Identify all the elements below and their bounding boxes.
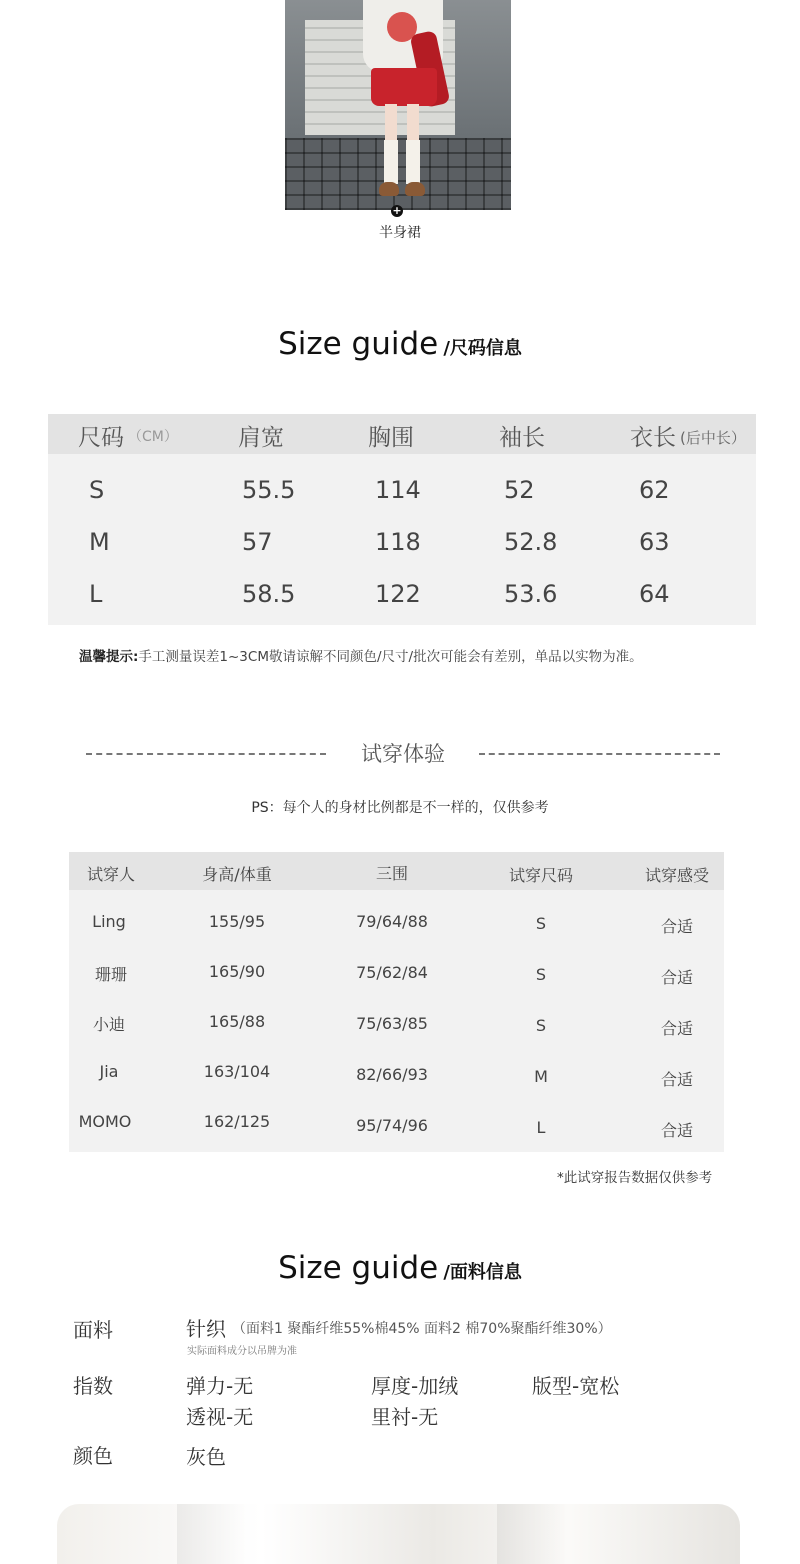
size-guide-title: [0, 326, 800, 362]
size-cell: M: [89, 528, 110, 556]
note-text: 手工测量误差1~3CM敬请谅解不同颜色/尺寸/批次可能会有差别，单品以实物为准。: [138, 649, 643, 665]
divider-right: [479, 753, 720, 755]
size-cell: L: [89, 580, 103, 608]
person-header: 试穿人: [86, 865, 135, 884]
sleeve-cell: 52.8: [504, 528, 558, 556]
feel-cell: 合适: [660, 917, 693, 936]
size-guide-title-en: Size guide: [278, 326, 439, 362]
hw-cell: 155/95: [208, 912, 266, 931]
hw-cell: 162/125: [203, 1112, 271, 1131]
index-label: 指数: [73, 1374, 113, 1398]
index-lining: 里衬-无: [371, 1405, 439, 1429]
shoulder-header: 肩宽: [238, 425, 284, 451]
photo-caption: 半身裙: [379, 225, 421, 241]
color-value: 灰色: [186, 1445, 226, 1469]
length-header: 衣长: [630, 425, 676, 451]
measure-cell: 82/66/93: [356, 1065, 428, 1084]
index-elastic: 弹力-无: [186, 1374, 254, 1398]
plus-icon[interactable]: +: [392, 204, 402, 217]
index-transparency: 透视-无: [186, 1405, 254, 1429]
tryon-size-cell: S: [535, 1016, 547, 1035]
material-detail: （面料1 聚酯纤维55%棉45% 面料2 棉70%聚酯纤维30%）: [232, 1321, 612, 1337]
size-guide-title-zh: /尺码信息: [443, 338, 522, 359]
size-table-header: [48, 414, 756, 454]
chest-cell: 114: [375, 476, 421, 504]
size-header: 尺码: [78, 425, 124, 451]
index-fit: 版型-宽松: [532, 1374, 620, 1398]
tryon-ps: PS：每个人的身材比例都是不一样的，仅供参考: [251, 800, 549, 816]
feel-cell: 合适: [660, 968, 693, 987]
person-cell: Ling: [92, 912, 126, 931]
hw-cell: 165/90: [208, 962, 266, 981]
chest-cell: 118: [375, 528, 421, 556]
measurement-note: [79, 645, 643, 665]
material-value: 针织: [186, 1317, 226, 1341]
person-cell: MOMO: [78, 1112, 132, 1131]
shoulder-cell: 55.5: [242, 476, 296, 504]
sleeve-header: 袖长: [499, 425, 545, 451]
tryon-table: [69, 852, 724, 1152]
measure-cell: 95/74/96: [356, 1116, 428, 1135]
size-cell: S: [89, 476, 105, 504]
tryon-size-cell: S: [535, 965, 547, 984]
product-photo: [285, 0, 511, 210]
tryon-title: 试穿体验: [361, 742, 445, 766]
sleeve-cell: 52: [504, 476, 535, 504]
measure-cell: 79/64/88: [356, 912, 428, 931]
fabric-title: [0, 1250, 800, 1286]
measure-header: 三围: [375, 864, 408, 883]
feel-cell: 合适: [660, 1019, 693, 1038]
sleeve-cell: 53.6: [504, 580, 558, 608]
hw-cell: 163/104: [203, 1062, 271, 1081]
feel-cell: 合适: [660, 1070, 693, 1089]
length-note: (后中长）: [680, 429, 746, 447]
measure-cell: 75/62/84: [356, 963, 428, 982]
tryon-size-cell: S: [535, 914, 547, 933]
note-label: 温馨提示:: [79, 649, 139, 665]
feel-header: 试穿感受: [644, 866, 709, 885]
tryon-size-cell: L: [536, 1118, 546, 1137]
length-cell: 63: [639, 528, 670, 556]
person-cell: 小迪: [92, 1015, 125, 1034]
index-thickness: 厚度-加绒: [371, 1374, 459, 1398]
tryon-disclaimer: *此试穿报告数据仅供参考: [557, 1170, 713, 1186]
color-label: 颜色: [73, 1444, 113, 1468]
length-cell: 62: [639, 476, 670, 504]
chest-header: 胸围: [368, 425, 414, 451]
shoulder-cell: 57: [242, 528, 273, 556]
tryon-table-header: [69, 852, 724, 890]
size-unit-note: （CM）: [128, 429, 178, 445]
person-cell: Jia: [99, 1062, 119, 1081]
tryon-size-cell: M: [534, 1067, 548, 1086]
fabric-photo: [57, 1504, 740, 1564]
size-table: [48, 414, 756, 625]
material-label: 面料: [73, 1318, 113, 1342]
material-note: 实际面料成分以吊牌为准: [187, 1346, 297, 1357]
hw-header: 身高/体重: [202, 865, 272, 884]
tryon-size-header: 试穿尺码: [508, 866, 573, 885]
shoulder-cell: 58.5: [242, 580, 296, 608]
length-cell: 64: [639, 580, 670, 608]
measure-cell: 75/63/85: [356, 1014, 428, 1033]
feel-cell: 合适: [660, 1121, 693, 1140]
fabric-title-en: Size guide: [278, 1250, 439, 1286]
fabric-title-zh: /面料信息: [443, 1262, 522, 1283]
chest-cell: 122: [375, 580, 421, 608]
hw-cell: 165/88: [208, 1012, 266, 1031]
person-cell: 珊珊: [94, 965, 127, 984]
